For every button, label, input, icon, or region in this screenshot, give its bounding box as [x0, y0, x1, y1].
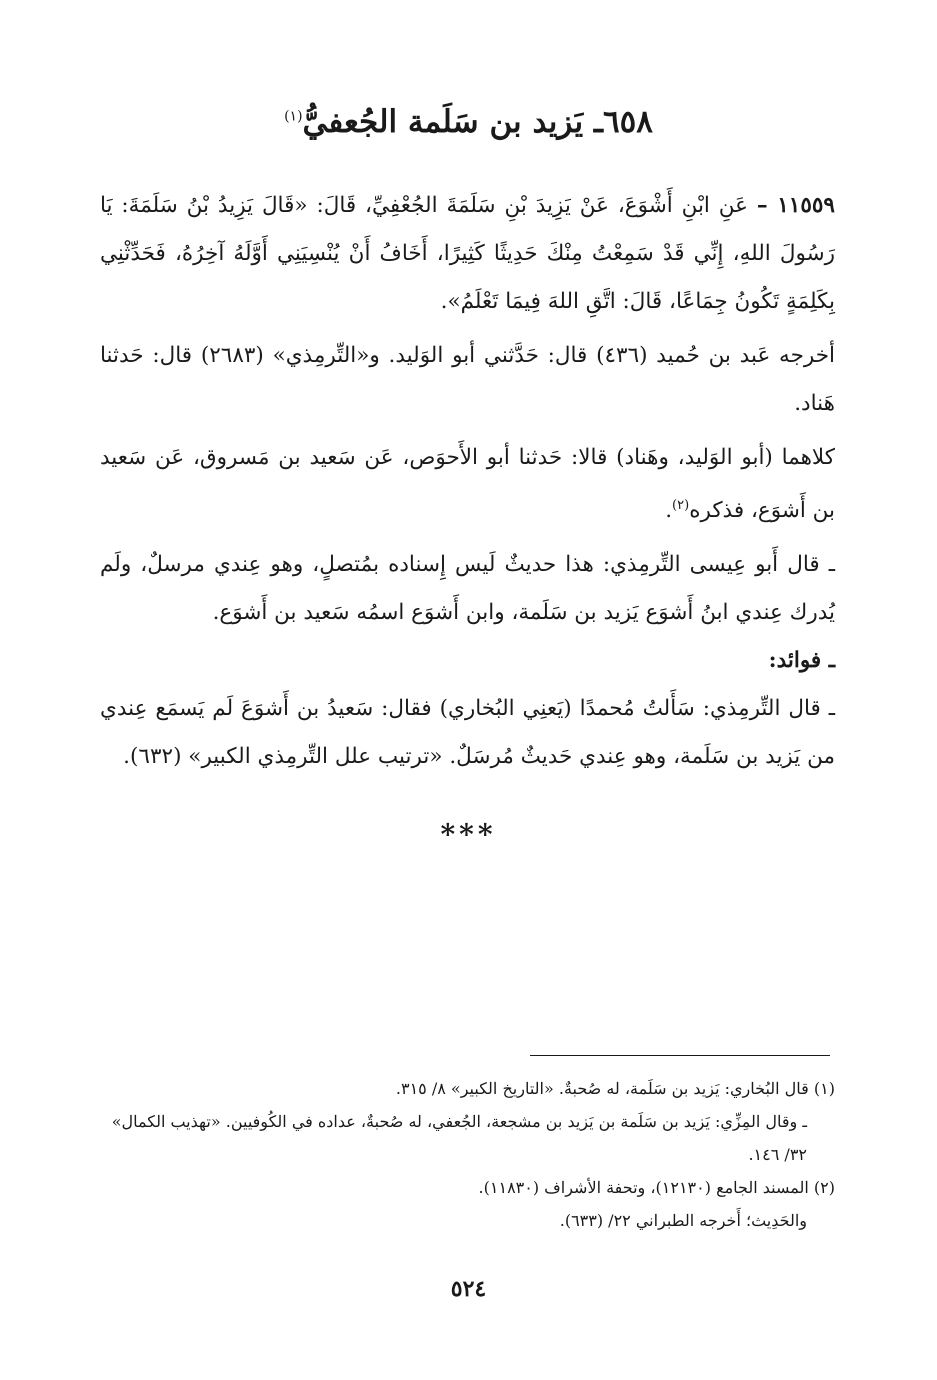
hadith-paragraph [100, 182, 835, 326]
takhrij-paragraph-2: كلاهما (أبو الوَليد، وهَناد) قالا: حَدثنا أبو الأَحوَص، عَن سَعيد بن مَسروق، عَن سَعيد بن أَشوَع، فذكره$^{(٢)}$. [100, 445, 835, 524]
hadith-isnad: عَنِ ابْنِ أَشْوَعَ، عَنْ يَزِيدَ بْنِ سَلَمَةَ الجُعْفِيِّ، قَالَ: [316, 193, 749, 218]
section-separator: *** [440, 818, 497, 851]
footnote-1-line-2: ـ وقال المِزِّي: يَزيد بن سَلَمة بن يَزيد بن مشجعة، الجُعفي، له صُحبةٌ، عداده في الكُوفيين. «تهذيب الكمال» ٣٢/ ١٤٦. [111, 1112, 807, 1164]
footnotes [95, 1072, 835, 1237]
footnote-ref-2: (٢) [672, 498, 690, 513]
hadith-matn: «قَالَ يَزِيدُ بْنُ سَلَمَةَ: يَا رَسُولَ اللهِ، إِنِّي قَدْ سَمِعْتُ مِنْكَ حَدِيثًا كَثِيرًا، أَخَافُ أَنْ يُنْسِيَنِي أَوَّلَهُ آخِرُهُ، فَحَدِّثْنِي بِكَلِمَةٍ تَكُونُ جِمَاعًا، قَالَ: اتَّقِ اللهَ فِيمَا تَعْلَمُ». [100, 193, 835, 314]
footnote-2-line-2: والحَدِيث؛ أَخرجه الطبراني ٢٢/ (٦٣٣). [559, 1211, 807, 1230]
fawaid-heading: ـ فوائد: [768, 648, 835, 674]
fawaid-text: ـ قال التِّرمِذي: سَأَلتُ مُحمدًا (يَعنِي البُخاري) فقال: سَعيدُ بن أَشوَعَ لَم يَسمَع عِندي من يَزيد بن سَلَمة، وهو عِندي حَديثٌ مُرسَلٌ. «ترتيب علل التِّرمِذي الكبير» (٦٣٢). [100, 696, 835, 770]
tirmidhi-comment: ـ قال أَبو عِيسى التِّرمِذي: هذا حديثٌ لَيس إِسناده بمُتصلٍ، وهو عِندي مرسلٌ، ولَم يُدرك عِندي ابنُ أَشوَع يَزيد بن سَلَمة، وابن أَشوَع اسمُه سَعيد بن أَشوَع. [100, 552, 835, 626]
footnote-2-line-1: (٢) المسند الجامع (١٢١٣٠)، وتحفة الأشراف (١١٨٣٠). [478, 1178, 835, 1197]
footnote-ref-1: (١) [284, 108, 303, 125]
main-text [100, 182, 835, 781]
takhrij-text: كلاهما (أبو الوَليد، وهَناد) قالا: حَدثنا أبو الأَحوَص، عَن سَعيد بن مَسروق، عَن سَعيد بن أَشوَع، فذكره [100, 445, 835, 524]
chapter-title: ٦٥٨ـ يَزيد بن سَلَمة الجُعفيُّ [302, 104, 653, 140]
footnote-1-line-1: (١) قال البُخاري: يَزيد بن سَلَمة، له صُحبةٌ. «التاريخ الكبير» ٨/ ٣١٥. [395, 1079, 835, 1098]
chapter-heading [0, 104, 937, 140]
hadith-number: ١١٥٥٩ – [756, 193, 835, 218]
page-number: ٥٢٤ [450, 1276, 487, 1302]
takhrij-paragraph-1: أخرجه عَبد بن حُميد (٤٣٦) قال: حَدَّثني أبو الوَليد. و«التِّرمِذي» (٢٦٨٣) قال: حَدثنا هَناد. [100, 343, 835, 416]
footnote-divider [530, 1055, 830, 1056]
